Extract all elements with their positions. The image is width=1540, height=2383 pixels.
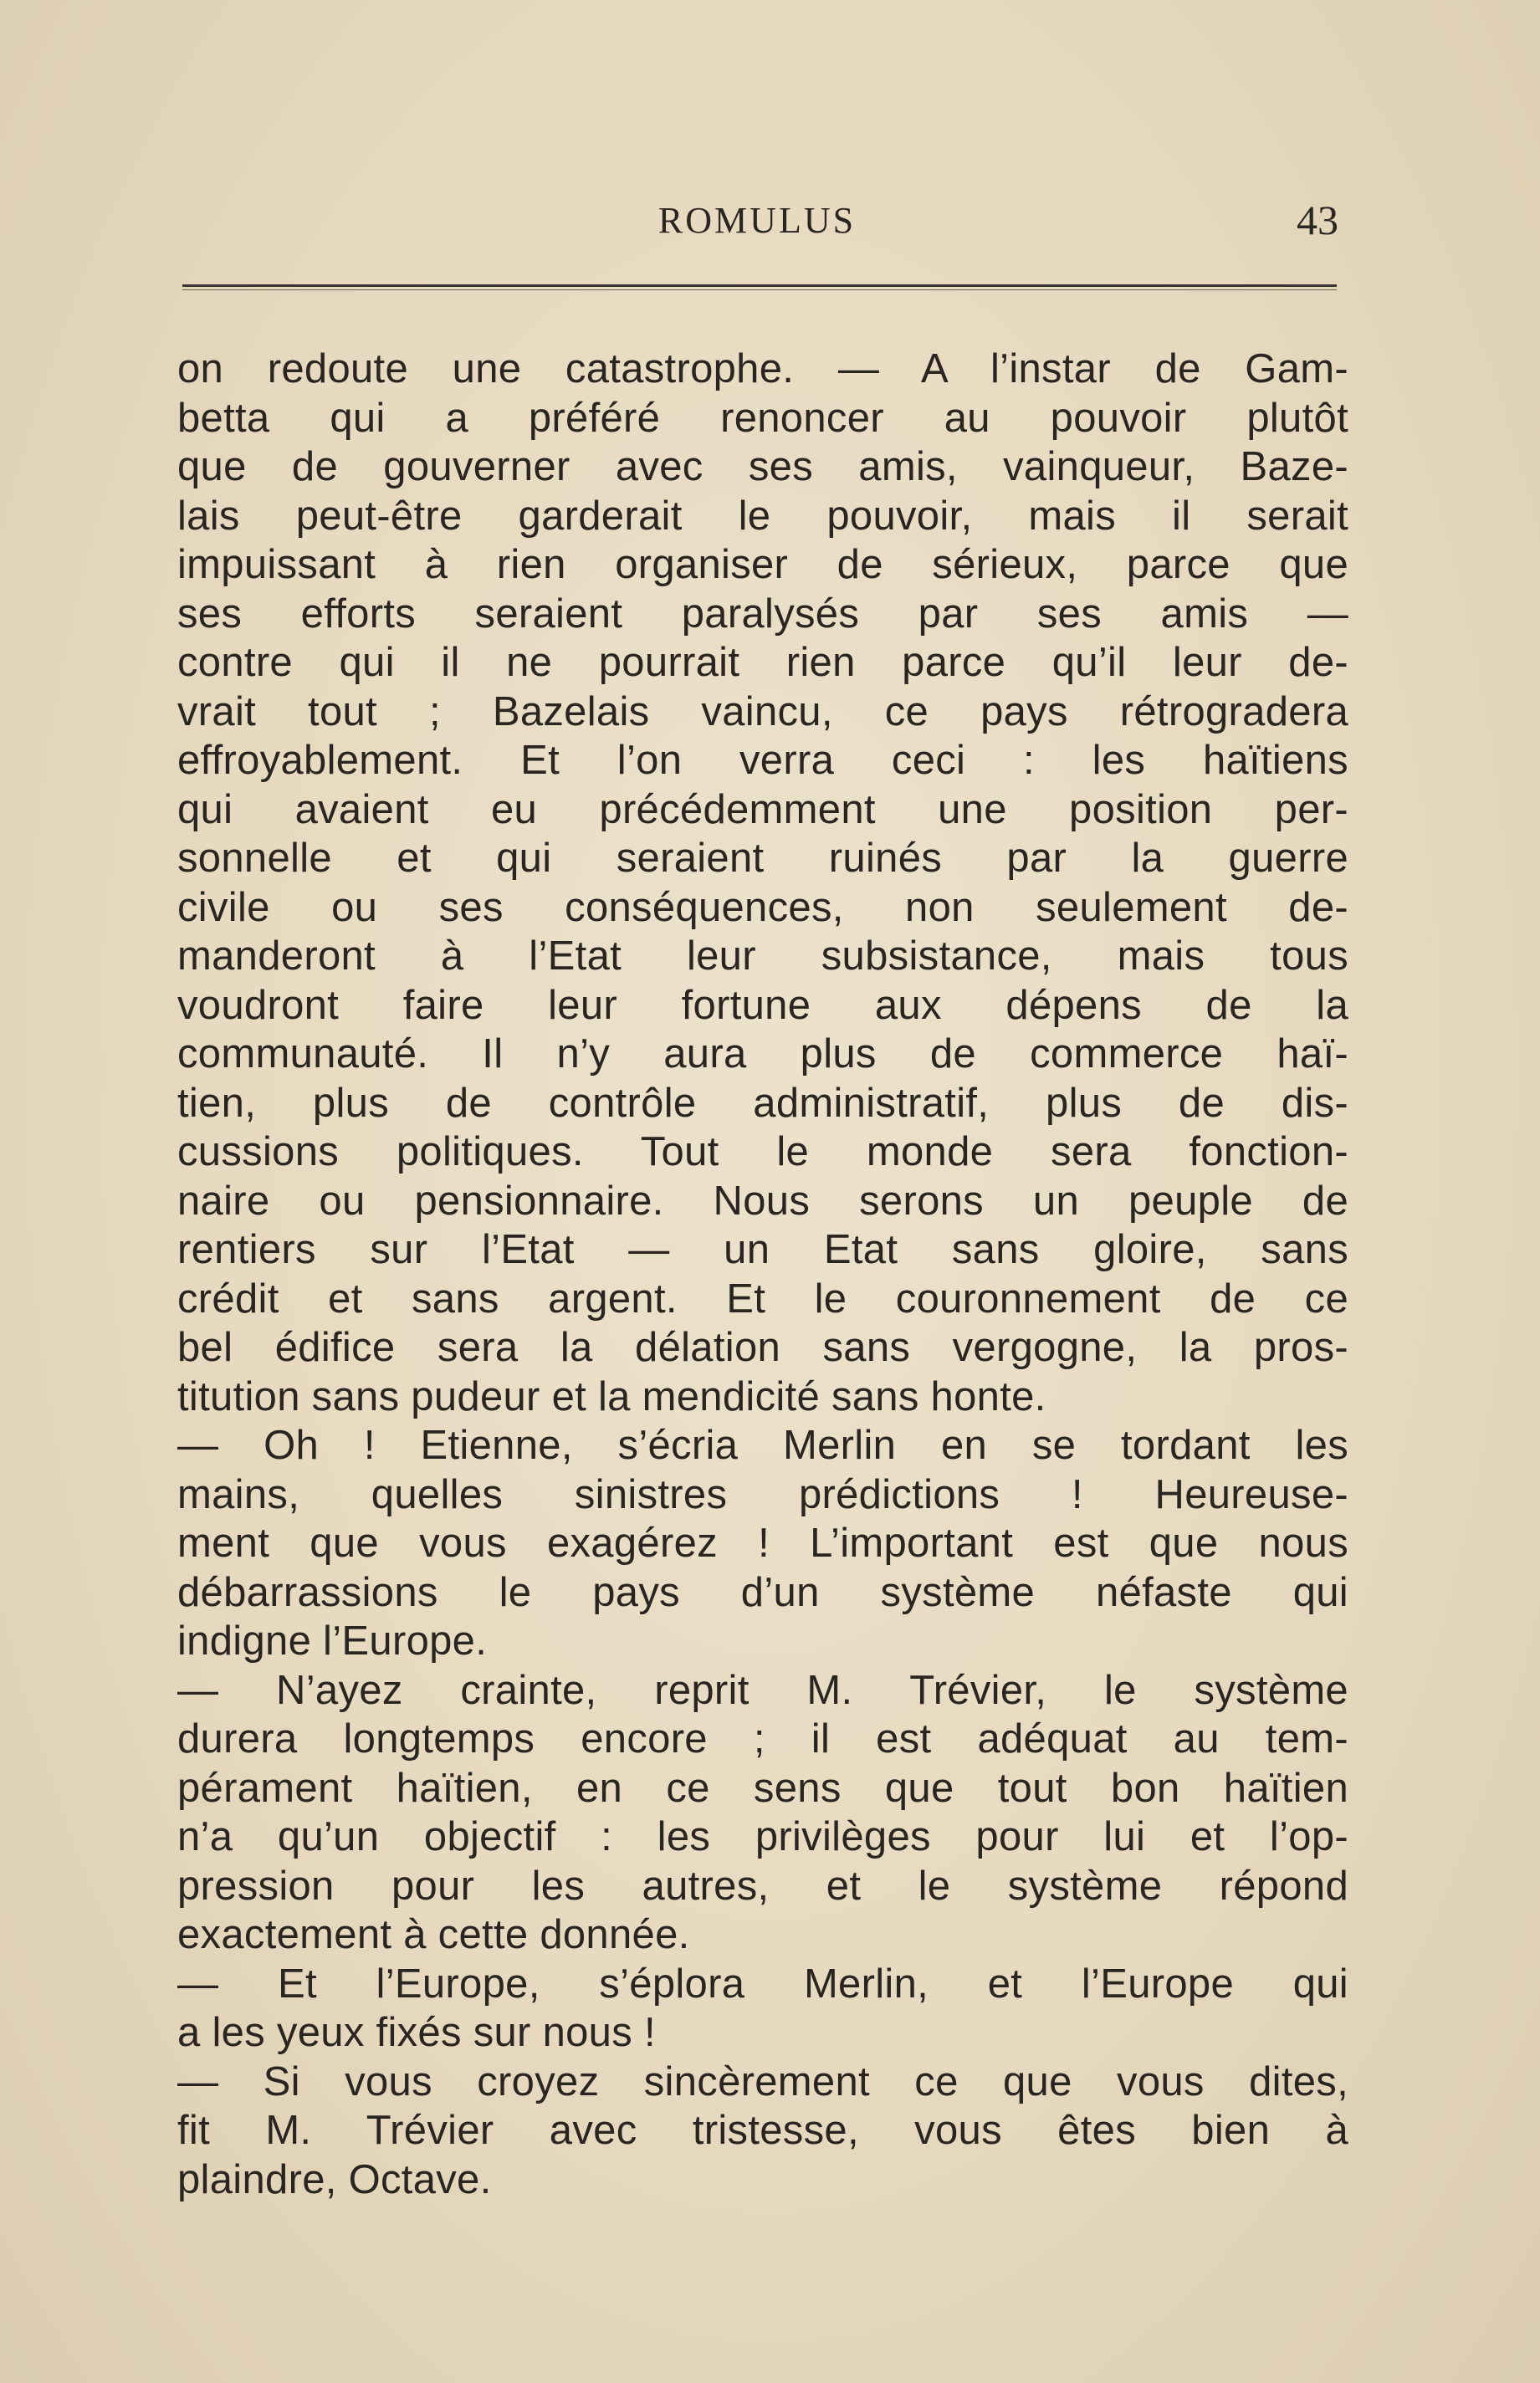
text-line: débarrassions le pays d’un système néfaste qui <box>177 1569 1348 1615</box>
text-line: naire ou pensionnaire. Nous serons un peuple de <box>177 1178 1348 1224</box>
text-line: contre qui il ne pourrait rien parce qu’il leur de- <box>177 640 1348 685</box>
text-line: ment que vous exagérez ! L’important est que nous <box>177 1521 1348 1566</box>
text-line: civile ou ses conséquences, non seulement de- <box>177 884 1348 930</box>
page-number: 43 <box>1297 197 1338 243</box>
text-line: impuissant à rien organiser de sérieux, parce que <box>177 542 1348 587</box>
text-line: crédit et sans argent. Et le couronnement de ce <box>177 1276 1348 1322</box>
text-line: n’a qu’un objectif : les privilèges pour lui et l’op- <box>177 1814 1348 1859</box>
text-line: communauté. Il n’y aura plus de commerce haï- <box>177 1031 1348 1076</box>
text-line: plaindre, Octave. <box>177 2156 492 2202</box>
text-line: titution sans pudeur et la mendicité sans honte. <box>177 1373 1046 1419</box>
text-line: sonnelle et qui seraient ruinés par la guerre <box>177 836 1348 881</box>
text-line: qui avaient eu précédemment une position per- <box>177 786 1348 832</box>
text-line: effroyablement. Et l’on verra ceci : les haïtiens <box>177 738 1348 783</box>
running-head <box>176 199 1338 258</box>
text-line: indigne l’Europe. <box>177 1618 488 1664</box>
text-line: a les yeux fixés sur nous ! <box>177 2010 656 2055</box>
body-text <box>177 345 1348 2204</box>
header-rule <box>182 284 1337 287</box>
text-line: lais peut-être garderait le pouvoir, mais il serait <box>177 493 1348 539</box>
text-line: mains, quelles sinistres prédictions ! Heureuse- <box>177 1471 1348 1517</box>
text-line: bel édifice sera la délation sans vergogne, la pros- <box>177 1325 1348 1370</box>
text-line: pérament haïtien, en ce sens que tout bon haïtien <box>177 1765 1348 1811</box>
text-line: pression pour les autres, et le système répond <box>177 1863 1348 1909</box>
text-line: rentiers sur l’Etat — un Etat sans gloire, sans <box>177 1227 1348 1272</box>
text-line: — Si vous croyez sincèrement ce que vous dites, <box>177 2058 1348 2104</box>
text-line: ses efforts seraient paralysés par ses amis — <box>177 591 1348 637</box>
text-line: tien, plus de contrôle administratif, plus de dis- <box>177 1080 1348 1126</box>
text-line: vrait tout ; Bazelais vaincu, ce pays rétrogradera <box>177 688 1348 734</box>
text-line: betta qui a préféré renoncer au pouvoir plutôt <box>177 395 1348 441</box>
text-line: — Oh ! Etienne, s’écria Merlin en se tordant les <box>177 1423 1348 1468</box>
text-line: — N’ayez crainte, reprit M. Trévier, le système <box>177 1667 1348 1713</box>
text-line: que de gouverner avec ses amis, vainqueur, Baze- <box>177 444 1348 489</box>
text-line: manderont à l’Etat leur subsistance, mais tous <box>177 933 1348 979</box>
running-title: ROMULUS <box>657 200 857 241</box>
text-line: on redoute une catastrophe. — A l’instar de Gam- <box>177 346 1348 391</box>
text-line: fit M. Trévier avec tristesse, vous êtes bien à <box>177 2108 1348 2153</box>
text-line: — Et l’Europe, s’éplora Merlin, et l’Europe qui <box>177 1961 1348 2007</box>
text-line: durera longtemps encore ; il est adéquat au tem- <box>177 1716 1348 1762</box>
text-line: cussions politiques. Tout le monde sera fonction- <box>177 1129 1348 1174</box>
header-rule-thin <box>182 289 1337 290</box>
text-line: voudront faire leur fortune aux dépens de la <box>177 982 1348 1028</box>
text-line: exactement à cette donnée. <box>177 1912 690 1957</box>
